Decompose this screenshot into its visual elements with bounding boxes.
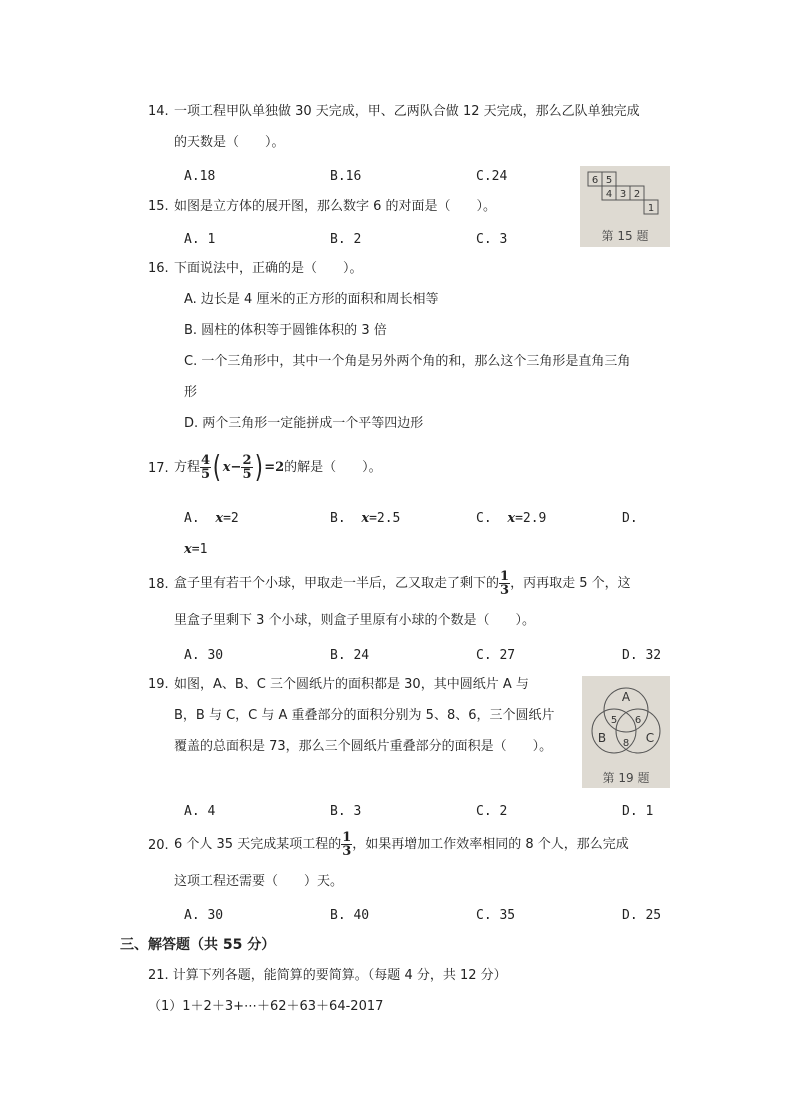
q17-equation xyxy=(174,448,382,488)
q19-line3: 覆盖的总面积是 73，那么三个圆纸片重叠部分的面积是（ ）。 xyxy=(174,739,553,754)
q19-line2: B，B 与 C，C 与 A 重叠部分的面积分别为 5、8、6，三个圆纸片 xyxy=(174,708,555,723)
q18-option-c: C. 27 xyxy=(476,648,516,663)
cube-cell-4: 4 xyxy=(605,189,613,200)
q17-fraction-4-5: $\frac{4}{5}$ xyxy=(201,453,211,482)
q20-option-a: A. 30 xyxy=(184,908,224,923)
q17-option-a: A. x=2 xyxy=(184,511,239,526)
q17-option-d-value: x=1 xyxy=(184,542,208,557)
q17-option-c: C. x=2.9 xyxy=(476,511,547,526)
q20-fraction-1-3: $\frac{1}{3}$ xyxy=(342,830,352,859)
q15-option-b: B. 2 xyxy=(330,232,362,247)
cube-cell-5: 5 xyxy=(605,175,613,186)
q18-option-b: B. 24 xyxy=(330,648,370,663)
q17-equals-2: =2 xyxy=(264,460,285,475)
q16-option-c-line2: 形 xyxy=(184,385,198,400)
q16-option-a: A. 边长是 4 厘米的正方形的面积和周长相等 xyxy=(184,292,439,307)
q20-line2: 这项工程还需要（ ）天。 xyxy=(174,874,344,889)
q20-option-c: C. 35 xyxy=(476,908,516,923)
venn-label-b: B xyxy=(597,731,607,745)
q19-option-d: D. 1 xyxy=(622,804,654,819)
q16-option-b: B. 圆柱的体积等于圆锥体积的 3 倍 xyxy=(184,323,387,338)
q16-option-d: D. 两个三角形一定能拼成一个平等四边形 xyxy=(184,416,424,431)
q17-prefix: 方程 xyxy=(174,460,201,475)
section-3-title: 三、解答题（共 55 分） xyxy=(120,937,276,953)
q16-text: 下面说法中，正确的是（ ）。 xyxy=(174,261,363,276)
q14-option-a: A.18 xyxy=(184,169,216,184)
q21-text: 21. 计算下列各题，能简算的要简算。（每题 4 分，共 12 分） xyxy=(148,968,507,983)
q15-option-a: A. 1 xyxy=(184,232,216,247)
q14-option-b: B.16 xyxy=(330,169,362,184)
q17-number: 17. xyxy=(148,461,169,476)
venn-label-a: A xyxy=(621,690,631,704)
q15-option-c: C. 3 xyxy=(476,232,508,247)
cube-net-figure xyxy=(580,166,670,247)
q19-line1: 如图，A、B、C 三个圆纸片的面积都是 30，其中圆纸片 A 与 xyxy=(174,677,529,692)
q18-number: 18. xyxy=(148,577,169,592)
q20-option-b: B. 40 xyxy=(330,908,370,923)
q20-option-d: D. 25 xyxy=(622,908,662,923)
venn-overlap-5: 5 xyxy=(610,715,618,726)
venn-label-c: C xyxy=(645,731,655,745)
q14-option-c: C.24 xyxy=(476,169,508,184)
venn-figure xyxy=(582,676,670,788)
cube-cell-3: 3 xyxy=(619,189,627,200)
venn-caption: 第 19 题 xyxy=(602,771,650,785)
q19-option-a: A. 4 xyxy=(184,804,216,819)
q14-number: 14. xyxy=(148,104,169,119)
q19-option-b: B. 3 xyxy=(330,804,362,819)
q20-number: 20. xyxy=(148,838,169,853)
q19-number: 19. xyxy=(148,677,169,692)
q17-right-paren: ) xyxy=(254,449,263,485)
q19-option-c: C. 2 xyxy=(476,804,508,819)
q18-line2: 里盒子里剩下 3 个小球，则盒子里原有小球的个数是（ ）。 xyxy=(174,613,536,628)
q21-sub1: （1）1＋2＋3+⋯＋62＋63＋64-2017 xyxy=(148,999,384,1014)
q15-text: 如图是立方体的展开图，那么数字 6 的对面是（ ）。 xyxy=(174,199,497,214)
q14-text-line1: 一项工程甲队单独做 30 天完成，甲、乙两队合做 12 天完成，那么乙队单独完成 xyxy=(174,104,640,119)
q17-x: x xyxy=(222,460,231,475)
venn-overlap-6: 6 xyxy=(634,715,642,726)
q18-option-d: D. 32 xyxy=(622,648,662,663)
q18-option-a: A. 30 xyxy=(184,648,224,663)
cube-caption: 第 15 题 xyxy=(601,229,649,243)
q16-option-c-line1: C. 一个三角形中，其中一个角是另外两个角的和，那么这个三角形是直角三角 xyxy=(184,354,631,369)
cube-cell-1: 1 xyxy=(647,203,655,214)
q17-left-paren: ( xyxy=(212,449,222,485)
q17-option-b: B. x=2.5 xyxy=(330,511,401,526)
q17-option-d-label: D. xyxy=(622,511,638,526)
q17-minus: − xyxy=(230,460,242,475)
q18-fraction-1-3: $\frac{1}{3}$ xyxy=(500,569,510,598)
cube-cell-6: 6 xyxy=(591,175,599,186)
q16-number: 16. xyxy=(148,261,169,276)
q15-number: 15. xyxy=(148,199,169,214)
q14-text-line2: 的天数是（ ）。 xyxy=(174,135,285,150)
q20-line1: 6 个人 35 天完成某项工程的 $\frac{1}{3}$ ，如果再增加工作效率相同的 8 个人，那么完成 xyxy=(174,830,629,859)
cube-cell-2: 2 xyxy=(633,189,641,200)
venn-overlap-8: 8 xyxy=(622,738,630,749)
q17-fraction-2-5: $\frac{2}{5}$ xyxy=(242,453,252,482)
q18-line1: 盒子里有若干个小球，甲取走一半后，乙又取走了剩下的 $\frac{1}{3}$ ，丙再取走 5 个，这 xyxy=(174,569,631,598)
q17-suffix: 的解是（ ）。 xyxy=(284,460,382,475)
